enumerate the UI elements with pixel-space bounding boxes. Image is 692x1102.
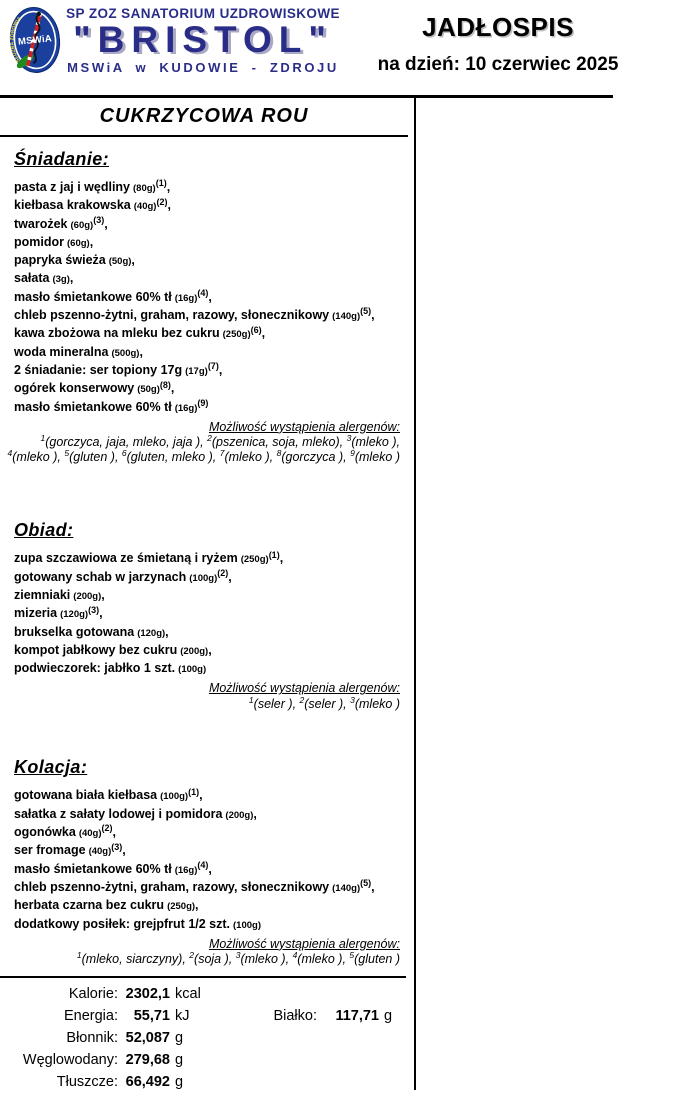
menu-item-portion: (200g) — [225, 809, 254, 821]
item-separator: , — [199, 788, 203, 803]
allergen-text: (seler ) — [253, 696, 293, 711]
item-separator: , — [167, 198, 171, 213]
nutrition-value-2 — [317, 1071, 379, 1093]
menu-item — [14, 605, 408, 623]
allergen-ref-superscript: (4) — [197, 288, 209, 299]
item-separator: , — [89, 234, 94, 249]
menu-item — [14, 787, 408, 805]
allergen-ref-superscript: (6) — [250, 324, 262, 335]
menu-item — [14, 216, 408, 234]
allergen-ref-superscript: (3) — [88, 604, 100, 615]
allergen-number: 3 — [235, 950, 241, 961]
nutrition-label: Energia: — [63, 1008, 118, 1024]
meal-section-kolacja — [0, 757, 408, 966]
header-divider-rule — [0, 95, 613, 98]
menu-item-portion: (100g) — [160, 791, 189, 803]
allergen-number: 1 — [76, 950, 82, 961]
meal-sections — [0, 149, 408, 967]
nutrition-value-2 — [317, 1049, 379, 1071]
menu-item-name: herbata czarna bez cukru — [14, 898, 165, 913]
menu-item-name: gotowana biała kiełbasa — [14, 788, 158, 803]
menu-item-portion: (16g) — [174, 292, 198, 304]
allergen-block-kolacja — [0, 937, 408, 967]
allergen-ref-superscript: (1) — [188, 786, 200, 797]
meal-section-sniadanie — [0, 149, 408, 464]
menu-item — [14, 587, 408, 605]
menu-item-name: masło śmietankowe 60% tł — [14, 399, 172, 414]
menu-item-name: ogórek konserwowy — [14, 381, 135, 396]
menu-item-portion: (16g) — [174, 402, 198, 414]
allergen-ref-superscript: (2) — [101, 823, 113, 834]
nutrition-value: 55,71 — [133, 1008, 170, 1024]
allergen-text: (gluten ) — [69, 449, 115, 464]
allergen-block-obiad — [0, 681, 408, 711]
menu-item — [14, 234, 408, 252]
menu-item — [14, 660, 408, 678]
nutrition-value: 279,68 — [125, 1052, 170, 1068]
menu-item — [14, 897, 408, 915]
menu-item-portion: (120g) — [137, 627, 166, 639]
logo-badge-text: MSWiA — [17, 33, 53, 48]
menu-item-portion: (120g) — [60, 609, 89, 621]
menu-item-name: brukselka gotowana — [14, 624, 135, 639]
menu-item-portion: (140g) — [332, 311, 361, 323]
nutrition-value-2 — [317, 1027, 379, 1049]
allergen-text: (mleko ) — [351, 435, 397, 450]
allergen-ref-superscript: (3) — [93, 214, 105, 225]
allergen-ref-superscript: (4) — [197, 859, 209, 870]
item-separator: , — [139, 344, 143, 359]
nutrition-unit: g — [175, 1074, 184, 1090]
menu-item-name: chleb pszenno-żytni, graham, razowy, słonecznikowy — [14, 879, 330, 894]
allergen-text: (mleko, siarczyny) — [81, 952, 183, 967]
allergen-text: (seler ) — [304, 696, 344, 711]
document-title: JADŁOSPIS — [422, 12, 574, 42]
item-separator: , — [228, 569, 232, 584]
nutrition-divider-rule — [0, 976, 406, 978]
allergen-ref-superscript: (3) — [111, 841, 123, 852]
nutrition-row — [0, 1071, 408, 1093]
nutrition-label-2 — [204, 983, 317, 1005]
organization-block — [62, 6, 344, 75]
menu-item-portion: (100g) — [233, 919, 261, 931]
meal-section-obiad — [0, 520, 408, 711]
meal-items-kolacja — [0, 787, 408, 933]
allergen-block-sniadanie — [0, 420, 408, 465]
menu-item-name: zupa szczawiowa ze śmietaną i ryżem — [14, 551, 238, 566]
allergen-number: 8 — [276, 447, 282, 458]
document-header — [0, 0, 692, 96]
nutrition-row — [0, 1005, 408, 1027]
item-separator: , — [208, 289, 212, 304]
allergen-number: 2 — [189, 950, 195, 961]
nutrition-value-2: 117,71 — [335, 1008, 379, 1024]
item-separator: , — [279, 551, 284, 566]
allergen-number: 2 — [207, 433, 212, 444]
item-separator: , — [69, 271, 74, 286]
menu-item-portion: (17g) — [185, 365, 208, 377]
allergen-text: (pszenica, soja, mleko) — [211, 435, 340, 450]
org-type-line: SP ZOZ SANATORIUM UZDROWISKOWE — [66, 6, 340, 21]
diet-title: CUKRZYCOWA ROU — [99, 105, 309, 127]
nutrition-label-2 — [204, 1049, 317, 1071]
nutrition-label-2 — [204, 1071, 317, 1093]
org-location-line: MSWiA w KUDOWIE - ZDROJU — [67, 60, 339, 75]
allergen-number: 9 — [350, 447, 355, 458]
item-separator: , — [208, 861, 212, 876]
allergen-text: (gluten ) — [354, 952, 400, 967]
sanatorium-logo-badge — [7, 4, 64, 77]
menu-date: na dzień: 10 czerwiec 2025 — [377, 54, 619, 75]
menu-item — [14, 362, 408, 380]
allergen-number: 3 — [346, 433, 352, 444]
allergen-number: 6 — [121, 447, 127, 458]
allergen-entries-sniadanie: $^1$(gorczyca, jaja, mleko, jaja ), $^2$(pszenica, soja, mleko), $^3$(mleko ), $^4$(mleko ), $^5$(gluten ), $^6$(gluten, mleko ), $^7$(mleko ), $^8$(gorczyca ), $^9$(mleko ) — [7, 433, 400, 464]
nutrition-row — [0, 1027, 408, 1049]
item-separator: , — [253, 806, 257, 821]
menu-item-portion: (80g) — [133, 183, 156, 194]
menu-item-name: woda mineralna — [14, 344, 109, 359]
menu-item-name: podwieczorek: jabłko 1 szt. — [14, 661, 176, 676]
allergen-text: (mleko ) — [224, 449, 270, 464]
nutrition-row — [0, 1049, 408, 1071]
nutrition-label-2: Białko: — [273, 1008, 317, 1024]
menu-item-name: gotowany schab w jarzynach — [14, 569, 187, 584]
allergen-ref-superscript: (2) — [156, 196, 168, 207]
menu-item-portion: (60g) — [70, 219, 94, 231]
meal-items-obiad — [0, 550, 408, 678]
menu-item-name: kiełbasa krakowska — [14, 198, 131, 213]
allergen-text: (soja ) — [194, 952, 229, 967]
allergen-number: 5 — [64, 447, 70, 458]
nutrition-unit: g — [175, 1052, 184, 1068]
allergen-number: 7 — [219, 447, 225, 458]
allergen-number: 2 — [299, 694, 305, 705]
item-separator: , — [218, 362, 223, 377]
menu-item-name: ser fromage — [14, 843, 86, 858]
meal-title-obiad: Obiad: — [14, 520, 74, 541]
item-separator: , — [170, 381, 175, 396]
item-separator: , — [371, 308, 375, 323]
menu-item-name: kawa zbożowa na mleku bez cukru — [14, 326, 220, 341]
menu-item-name: pomidor — [14, 234, 64, 249]
menu-item-name: sałatka z sałaty lodowej i pomidora — [14, 806, 223, 821]
allergen-text: (gluten, mleko ) — [126, 449, 213, 464]
menu-column — [0, 99, 408, 1102]
allergen-heading: Możliwość wystąpienia alergenów: — [208, 936, 400, 951]
menu-item-portion: (200g) — [73, 590, 102, 602]
meal-items-sniadanie — [0, 179, 408, 417]
menu-item — [14, 569, 408, 587]
menu-item-portion: (100g) — [178, 664, 207, 676]
menu-item — [14, 879, 408, 897]
allergen-entries-obiad: $^1$(seler ), $^2$(seler ), $^3$(mleko ) — [248, 694, 400, 711]
menu-item — [14, 916, 408, 934]
allergen-text: (gorczyca, jaja, mleko, jaja ) — [45, 435, 201, 450]
item-separator: , — [195, 898, 199, 913]
menu-item-portion: (3g) — [52, 274, 70, 286]
menu-item-name: kompot jabłkowy bez cukru — [14, 642, 178, 657]
menu-item-name: sałata — [14, 271, 50, 286]
menu-item-name: mizeria — [14, 606, 58, 621]
item-separator: , — [166, 180, 171, 194]
menu-item — [14, 270, 408, 288]
nutrition-summary — [0, 976, 408, 1093]
allergen-ref-superscript: (5) — [360, 306, 372, 317]
nutrition-label: Węglowodany: — [22, 1052, 118, 1068]
item-separator: , — [371, 879, 375, 894]
item-separator: , — [101, 587, 105, 602]
nutrition-label: Tłuszcze: — [56, 1074, 118, 1090]
menu-item — [14, 861, 408, 879]
nutrition-unit-2 — [379, 1027, 399, 1049]
menu-item-name: masło śmietankowe 60% tł — [14, 861, 172, 876]
allergen-ref-superscript: (1) — [268, 549, 280, 560]
menu-item — [14, 380, 408, 398]
menu-item-portion: (250g) — [222, 329, 251, 341]
menu-item-name: 2 śniadanie: ser topiony 17g — [14, 362, 183, 377]
menu-item — [14, 550, 408, 568]
menu-item-name: ziemniaki — [14, 587, 71, 602]
nutrition-unit: g — [175, 1030, 184, 1046]
allergen-heading: Możliwość wystąpienia alergenów: — [208, 419, 400, 434]
menu-item-portion: (140g) — [332, 882, 361, 894]
item-separator: , — [261, 326, 266, 341]
allergen-ref-superscript: (9) — [197, 397, 209, 408]
allergen-number: 5 — [349, 950, 355, 961]
menu-item-portion: (200g) — [180, 645, 209, 657]
menu-item-portion: (60g) — [67, 237, 90, 249]
nutrition-unit-2 — [379, 1049, 399, 1071]
allergen-ref-superscript: (8) — [159, 379, 171, 390]
nutrition-unit: kcal — [175, 986, 201, 1002]
item-separator: , — [131, 253, 135, 268]
menu-item — [14, 399, 408, 417]
menu-item-name: papryka świeża — [14, 253, 106, 268]
nutrition-value: 66,492 — [125, 1074, 170, 1090]
allergen-entries-kolacja: $^1$(mleko, siarczyny), $^2$(soja ), $^3$(mleko ), $^4$(mleko ), $^5$(gluten ) — [76, 950, 400, 967]
nutrition-row — [0, 983, 408, 1005]
allergen-ref-superscript: (7) — [207, 361, 219, 372]
nutrition-value: 2302,1 — [125, 986, 170, 1002]
menu-item — [14, 806, 408, 824]
nutrition-value-2 — [317, 983, 379, 1005]
logo-arc-text: SŁUŻBA ZDROWIA — [9, 15, 23, 64]
menu-item-portion: (250g) — [167, 901, 196, 913]
menu-item — [14, 344, 408, 362]
org-brand-name: "BRISTOL" — [73, 19, 333, 60]
item-separator: , — [208, 642, 212, 657]
nutrition-rows — [0, 983, 408, 1093]
nutrition-unit: kJ — [175, 1008, 190, 1024]
nutrition-unit-2: g — [384, 1008, 393, 1024]
menu-item — [14, 307, 408, 325]
item-separator: , — [99, 606, 103, 621]
menu-item-portion: (40g) — [133, 201, 157, 213]
menu-item-name: dodatkowy posiłek: grejpfrut 1/2 szt. — [14, 916, 231, 931]
menu-item — [14, 289, 408, 307]
document-title-block — [352, 12, 644, 76]
menu-item — [14, 842, 408, 860]
menu-item — [14, 325, 408, 343]
menu-item-portion: (40g) — [78, 828, 102, 840]
item-separator: , — [112, 825, 116, 840]
menu-item-portion: (16g) — [174, 864, 198, 876]
menu-item-portion: (50g) — [108, 256, 132, 268]
allergen-ref-superscript: (1) — [155, 178, 167, 189]
nutrition-label-2 — [204, 1027, 317, 1049]
allergen-ref-superscript: (2) — [217, 568, 229, 578]
nutrition-unit-2 — [379, 1071, 399, 1093]
menu-item — [14, 252, 408, 270]
menu-item — [14, 624, 408, 642]
menu-item-name: twarożek — [14, 216, 68, 231]
allergen-text: (mleko ) — [297, 952, 343, 967]
meal-title-kolacja: Kolacja: — [14, 757, 88, 778]
meal-title-sniadanie: Śniadanie: — [14, 149, 110, 169]
allergen-heading: Możliwość wystąpienia alergenów: — [208, 681, 400, 696]
diet-title-rule — [0, 135, 408, 137]
allergen-number: 1 — [40, 433, 46, 444]
menu-item-portion: (250g) — [240, 554, 269, 566]
menu-item-name: pasta z jaj i wędliny — [14, 180, 131, 194]
menu-item — [14, 197, 408, 215]
menu-item-portion: (50g) — [137, 384, 160, 396]
menu-item — [14, 824, 408, 842]
menu-item-portion: (100g) — [189, 572, 218, 584]
menu-item-name: chleb pszenno-żytni, graham, razowy, słonecznikowy — [14, 308, 330, 323]
menu-item-name: masło śmietankowe 60% tł — [14, 289, 172, 304]
allergen-text: (mleko ) — [354, 696, 400, 711]
allergen-ref-superscript: (5) — [360, 878, 372, 889]
item-separator: , — [104, 216, 108, 231]
allergen-number: 4 — [7, 447, 13, 458]
menu-item — [14, 642, 408, 660]
allergen-text: (gorczyca ) — [281, 449, 344, 464]
allergen-text: (mleko ) — [240, 952, 286, 967]
menu-item-portion: (40g) — [88, 846, 112, 858]
nutrition-label: Błonnik: — [66, 1030, 118, 1046]
allergen-number: 1 — [248, 694, 254, 705]
nutrition-value: 52,087 — [125, 1030, 170, 1046]
allergen-text: (mleko ) — [12, 449, 58, 464]
allergen-number: 4 — [292, 950, 298, 961]
item-separator: , — [165, 624, 169, 639]
column-divider-rule — [414, 98, 416, 1090]
menu-item — [14, 179, 408, 197]
item-separator: , — [122, 843, 126, 858]
nutrition-label: Kalorie: — [68, 986, 118, 1002]
allergen-number: 3 — [350, 694, 355, 705]
allergen-text: (mleko ) — [354, 449, 400, 464]
menu-item-portion: (500g) — [111, 347, 140, 359]
nutrition-unit-2 — [379, 983, 399, 1005]
menu-item-name: ogonówka — [14, 825, 76, 840]
